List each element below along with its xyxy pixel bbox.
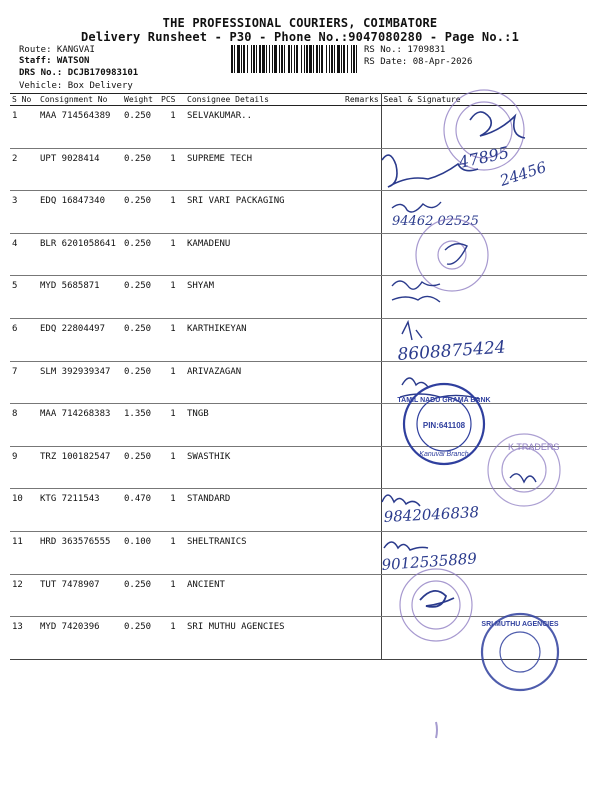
runsheet-table [10,93,587,660]
handwriting-row3-phone: 94462 02525 [392,214,479,229]
row-pcs: 1 [159,574,185,617]
row-weight: 0.100 [122,531,159,574]
barcode-bar [294,45,295,73]
col-consignment: Consignment No [38,94,122,106]
row-pcs: 1 [159,361,185,404]
svg-text:TAMIL NADU GRAMA BANK: TAMIL NADU GRAMA BANK [397,397,491,404]
barcode-bar [347,45,348,73]
row-consignee: SRI VARI PACKAGING [185,191,343,234]
row-weight: 0.250 [122,148,159,191]
barcode-bar [291,45,292,73]
row-remarks [343,617,381,660]
row-weight: 0.250 [122,276,159,319]
barcode-bar [309,45,312,73]
row-pcs: 1 [159,446,185,489]
row-pcs: 1 [159,404,185,447]
barcode-bar [272,45,273,73]
stamp-row9-text: K TRADERS [508,442,560,452]
table-row [10,191,587,234]
table-header-row [10,94,587,106]
row-consignee: ARIVAZAGAN [185,361,343,404]
row-weight: 0.250 [122,574,159,617]
table-row [10,446,587,489]
row-sno: 2 [10,148,38,191]
row-seal [381,489,587,532]
row-consignee: SELVAKUMAR.. [185,106,343,149]
row-consignee: SHELTRANICS [185,531,343,574]
row-sno: 9 [10,446,38,489]
row-remarks [343,574,381,617]
row-consignment: EDQ 22804497 [38,318,122,361]
handwriting-row6-phone: 8608875424 [396,337,507,365]
table-row [10,489,587,532]
row-remarks [343,361,381,404]
table-row [10,404,587,447]
row-sno: 5 [10,276,38,319]
barcode-bar [331,45,333,73]
row-pcs: 1 [159,531,185,574]
handwriting-row2-number: 47895 [456,142,511,172]
row-consignee: SUPREME TECH [185,148,343,191]
row-sno: 11 [10,531,38,574]
row-consignment: TUT 7478907 [38,574,122,617]
barcode-bar [353,45,355,73]
row-remarks [343,318,381,361]
row-seal [381,106,587,149]
barcode-bar [234,45,235,73]
row-remarks [343,191,381,234]
row-sno: 1 [10,106,38,149]
col-weight: Weight [122,94,159,106]
row-remarks [343,404,381,447]
barcode-bar [296,45,298,73]
table-row [10,574,587,617]
row-consignee: KARTHIKEYAN [185,318,343,361]
table-row [10,276,587,319]
row-remarks [343,106,381,149]
barcode-bar [253,45,255,73]
row-remarks [343,276,381,319]
col-sno: S No [10,94,38,106]
barcode-bar [343,45,345,73]
row-sno: 3 [10,191,38,234]
vehicle-label: Vehicle: Box Delivery [19,81,133,91]
row-seal [381,233,587,276]
row-consignment: HRD 363576555 [38,531,122,574]
row-consignment: TRZ 100182547 [38,446,122,489]
barcode-bar [266,45,267,73]
handwriting-row11-phone: 9012535889 [381,549,478,574]
table-row [10,106,587,149]
row-remarks [343,233,381,276]
row-seal [381,446,587,489]
barcode-bar [319,45,320,73]
barcode-bar [334,45,335,73]
barcode-bar [251,45,252,73]
page-subtitle: Delivery Runsheet - P30 - Phone No.:9047080280 - Page No.:1 [80,30,520,44]
row-weight: 1.350 [122,404,159,447]
page-title: THE PROFESSIONAL COURIERS, COIMBATORE [162,16,438,30]
row-consignment: KTG 7211543 [38,489,122,532]
barcode-bar [316,45,318,73]
row-consignment: MYD 5685871 [38,276,122,319]
row-sno: 4 [10,233,38,276]
row-seal [381,318,587,361]
barcode-bar [341,45,342,73]
rs-date: RS Date: 08-Apr-2026 [364,57,473,67]
barcode-bar [288,45,290,73]
barcode-bar [269,45,270,73]
svg-text:SRI MUTHU AGENCIES: SRI MUTHU AGENCIES [481,621,559,628]
barcode-bar [259,45,261,73]
row-seal [381,404,587,447]
row-weight: 0.250 [122,233,159,276]
row-sno: 10 [10,489,38,532]
route-label: Route: KANGVAI [19,45,95,55]
row-pcs: 1 [159,106,185,149]
row-pcs: 1 [159,233,185,276]
barcode-bar [243,45,245,73]
barcode-bar [313,45,314,73]
row-weight: 0.250 [122,617,159,660]
row-sno: 6 [10,318,38,361]
table-row [10,531,587,574]
row-weight: 0.250 [122,446,159,489]
row-consignee: TNGB [185,404,343,447]
row-seal [381,148,587,191]
row-sno: 12 [10,574,38,617]
barcode-bar [231,45,233,73]
staff-label: Staff: WATSON [19,56,90,66]
row-sno: 8 [10,404,38,447]
row-pcs: 1 [159,148,185,191]
row-seal [381,361,587,404]
row-weight: 0.470 [122,489,159,532]
col-remarks: Remarks [343,94,381,106]
barcode-bar [262,45,265,73]
handwriting-row2-number-b: 24456 [497,157,549,190]
row-seal [381,191,587,234]
row-seal [381,531,587,574]
rs-number: RS No.: 1709831 [364,45,446,55]
barcode-bar [351,45,352,73]
ink-mark-bottom [436,722,437,738]
barcode-bar [256,45,257,73]
row-consignment: MYD 7420396 [38,617,122,660]
col-seal: Seal & Signature [381,94,587,106]
barcode-bar [329,45,330,73]
svg-text:PIN:641108: PIN:641108 [422,421,466,430]
row-consignment: MAA 714564389 [38,106,122,149]
row-consignment: EDQ 16847340 [38,191,122,234]
row-remarks [343,531,381,574]
row-consignee: KAMADENU [185,233,343,276]
row-consignee: STANDARD [185,489,343,532]
table-row [10,318,587,361]
barcode-bar [321,45,323,73]
row-sno: 13 [10,617,38,660]
barcode-bar [301,45,302,73]
row-consignee: ANCIENT [185,574,343,617]
barcode-bar [356,45,357,73]
barcode-bar [279,45,280,73]
col-consignee: Consignee Details [185,94,343,106]
svg-text:Kanuvai Branch: Kanuvai Branch [419,451,469,458]
row-sno: 7 [10,361,38,404]
row-consignee: SWASTHIK [185,446,343,489]
row-consignment: BLR 6201058641 [38,233,122,276]
row-pcs: 1 [159,318,185,361]
barcode [231,45,359,73]
row-remarks [343,148,381,191]
row-remarks [343,446,381,489]
row-consignment: SLM 392939347 [38,361,122,404]
row-pcs: 1 [159,276,185,319]
barcode-bar [306,45,308,73]
row-seal [381,276,587,319]
row-consignee: SRI MUTHU AGENCIES [185,617,343,660]
row-weight: 0.250 [122,191,159,234]
row-weight: 0.250 [122,106,159,149]
row-consignment: MAA 714268383 [38,404,122,447]
table-row [10,233,587,276]
table-row [10,148,587,191]
row-consignment: UPT 9028414 [38,148,122,191]
row-consignee: SHYAM [185,276,343,319]
row-pcs: 1 [159,617,185,660]
table-row [10,617,587,660]
barcode-bar [337,45,340,73]
row-weight: 0.250 [122,318,159,361]
barcode-bar [304,45,305,73]
drs-number: DRS No.: DCJB170983101 [19,68,139,78]
barcode-bar [284,45,285,73]
barcode-bar [247,45,248,73]
row-pcs: 1 [159,191,185,234]
table-row [10,361,587,404]
row-pcs: 1 [159,489,185,532]
row-remarks [343,489,381,532]
barcode-bar [237,45,240,73]
barcode-bar [241,45,242,73]
barcode-bar [281,45,283,73]
handwriting-row10-phone: 9842046838 [383,503,480,526]
row-weight: 0.250 [122,361,159,404]
row-seal [381,574,587,617]
row-seal [381,617,587,660]
barcode-bar [326,45,327,73]
barcode-bar [274,45,277,73]
col-pcs: PCS [159,94,185,106]
